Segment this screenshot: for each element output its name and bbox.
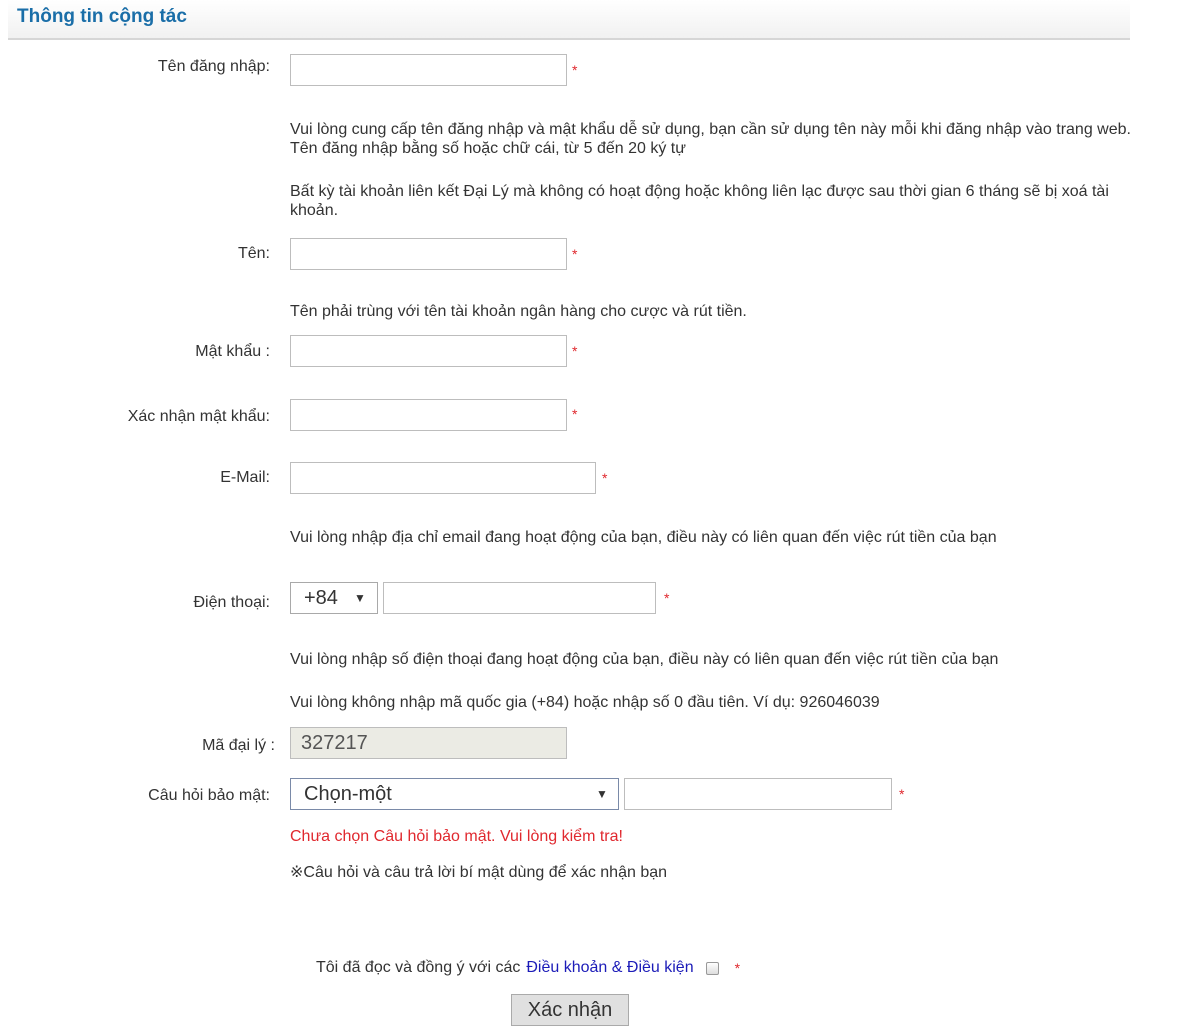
caret-down-icon: ▼ [596, 787, 608, 801]
name-help: Tên phải trùng với tên tài khoản ngân hàng cho cược và rút tiền. [290, 303, 747, 320]
username-required-mark: * [572, 62, 578, 78]
username-input[interactable] [290, 54, 567, 86]
checkbox-icon[interactable] [706, 962, 719, 975]
security-answer-input[interactable] [624, 778, 892, 810]
name-label: Tên: [237, 245, 270, 262]
password-label: Mật khẩu : [195, 343, 270, 360]
submit-button[interactable]: Xác nhận [511, 994, 629, 1026]
security-question-select[interactable] [290, 778, 619, 810]
confirm-password-required-mark: * [572, 406, 578, 422]
section-title: Thông tin cộng tác [17, 6, 187, 27]
phone-required-mark: * [664, 590, 670, 606]
username-label: Tên đăng nhập: [157, 58, 270, 75]
country-code-value: +84 [304, 586, 338, 609]
security-question-value: Chọn-một [304, 782, 392, 805]
agent-code-label: Mã đại lý : [202, 737, 275, 754]
email-required-mark: * [602, 470, 608, 486]
password-input[interactable] [290, 335, 567, 367]
username-help: Vui lòng cung cấp tên đăng nhập và mật khẩu dễ sử dụng, bạn cần sử dụng tên này mỗi khi đăng nhập vào trang web. Tên đăng nhập bằng số hoặc chữ cái, từ 5 đến 20 ký tự [290, 121, 1131, 157]
confirm-password-input[interactable] [290, 399, 567, 431]
phone-input[interactable] [383, 582, 656, 614]
agent-code-field: 327217 [290, 727, 567, 759]
phone-help: Vui lòng nhập số điện thoại đang hoạt động của bạn, điều này có liên quan đến việc rút tiền của bạn [290, 651, 999, 668]
phone-format-help: Vui lòng không nhập mã quốc gia (+84) hoặc nhập số 0 đầu tiên. Ví dụ: 926046039 [290, 694, 880, 711]
phone-label: Điện thoại: [193, 594, 270, 611]
terms-row [316, 959, 740, 977]
confirm-password-label: Xác nhận mật khẩu: [127, 408, 270, 425]
security-question-note: ※Câu hỏi và câu trả lời bí mật dùng để xác nhận bạn [290, 864, 668, 881]
name-required-mark: * [572, 246, 578, 262]
security-question-label: Câu hỏi bảo mật: [148, 787, 270, 804]
security-question-error: Chưa chọn Câu hỏi bảo mật. Vui lòng kiểm tra! [290, 828, 623, 845]
country-code-select[interactable] [290, 582, 378, 614]
email-input[interactable] [290, 462, 596, 494]
caret-down-icon: ▼ [354, 591, 366, 605]
security-question-required-mark: * [899, 786, 905, 802]
email-label: E-Mail: [220, 469, 270, 486]
password-required-mark: * [572, 343, 578, 359]
email-help: Vui lòng nhập địa chỉ email đang hoạt động của bạn, điều này có liên quan đến việc rút tiền của bạn [290, 529, 997, 546]
terms-link[interactable]: Điều khoản & Điều kiện [526, 959, 694, 976]
terms-required-mark: * [734, 960, 741, 976]
terms-text: Tôi đã đọc và đồng ý với các [316, 959, 521, 976]
account-deletion-notice: Bất kỳ tài khoản liên kết Đại Lý mà không có hoạt động hoặc không liên lạc được sau thời gian 6 tháng sẽ bị xoá tài khoản. [290, 183, 1109, 219]
name-input[interactable] [290, 238, 567, 270]
